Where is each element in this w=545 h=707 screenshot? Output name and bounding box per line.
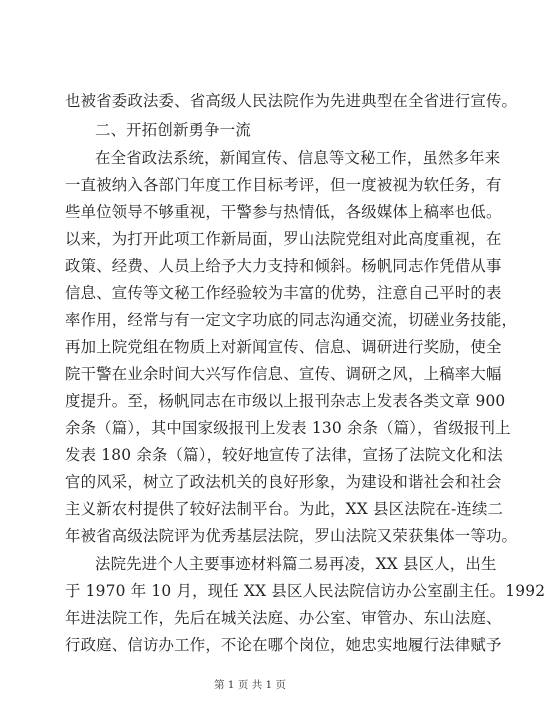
text-line: 年进法院工作，先后在城关法庭、办公室、审管办、东山法庭、	[65, 609, 502, 627]
text-line: 年被省高级法院评为优秀基层法院，罗山法院又荣获集体一等功。	[65, 527, 518, 545]
text-line: 度提升。至，杨帆同志在市级以上报刊杂志上发表各类文章 900	[65, 392, 506, 410]
text-line: 官的风采，树立了政法机关的良好形象，为建设和谐社会和社会	[65, 473, 502, 491]
text-line: 主义新农村提供了较好法制平台。为此，XX 县区法院在-连续二	[65, 500, 504, 518]
text-line: 信息、宣传等文秘工作经验较为丰富的优势，注意自己平时的表	[65, 284, 502, 302]
text-line: 以来，为打开此项工作新局面，罗山法院党组对此高度重视，在	[65, 230, 502, 248]
text-line: 也被省委政法委、省高级人民法院作为先进典型在全省进行宣传。	[65, 92, 518, 110]
text-line: 在全省政法系统，新闻宣传、信息等文秘工作，虽然多年来	[95, 149, 501, 167]
text-line: 发表 180 余条（篇），较好地宣传了法律，宣扬了法院文化和法	[65, 446, 503, 464]
section-heading: 二、开拓创新勇争一流	[95, 121, 251, 139]
text-line: 政策、经费、人员上给予大力支持和倾斜。杨帆同志作凭借从事	[65, 257, 502, 275]
text-line: 院干警在业余时间大兴写作信息、宣传、调研之风，上稿率大幅	[65, 365, 502, 383]
text-line: 法院先进个人主要事迹材料篇二易再凌，XX 县区人，出生	[95, 555, 497, 573]
text-line: 率作用，经常与有一定文字功底的同志沟通交流，切磋业务技能，	[65, 311, 518, 329]
text-line: 一直被纳入各部门年度工作目标考评，但一度被视为软任务，有	[65, 176, 502, 194]
text-line: 些单位领导不够重视，干警参与热情低，各级媒体上稿率也低。	[65, 203, 502, 221]
text-line: 余条（篇），其中国家级报刊上发表 130 余条（篇），省级报刊上	[65, 419, 511, 437]
text-line: 再加上院党组在物质上对新闻宣传、信息、调研进行奖励，使全	[65, 338, 502, 356]
text-line: 于 1970 年 10 月，现任 XX 县区人民法院信访办公室副主任。1992	[65, 582, 545, 600]
page-footer: 第 1 页 共 1 页	[213, 679, 287, 691]
text-line: 行政庭、信访办工作，不论在哪个岗位，她忠实地履行法律赋予	[65, 636, 502, 654]
